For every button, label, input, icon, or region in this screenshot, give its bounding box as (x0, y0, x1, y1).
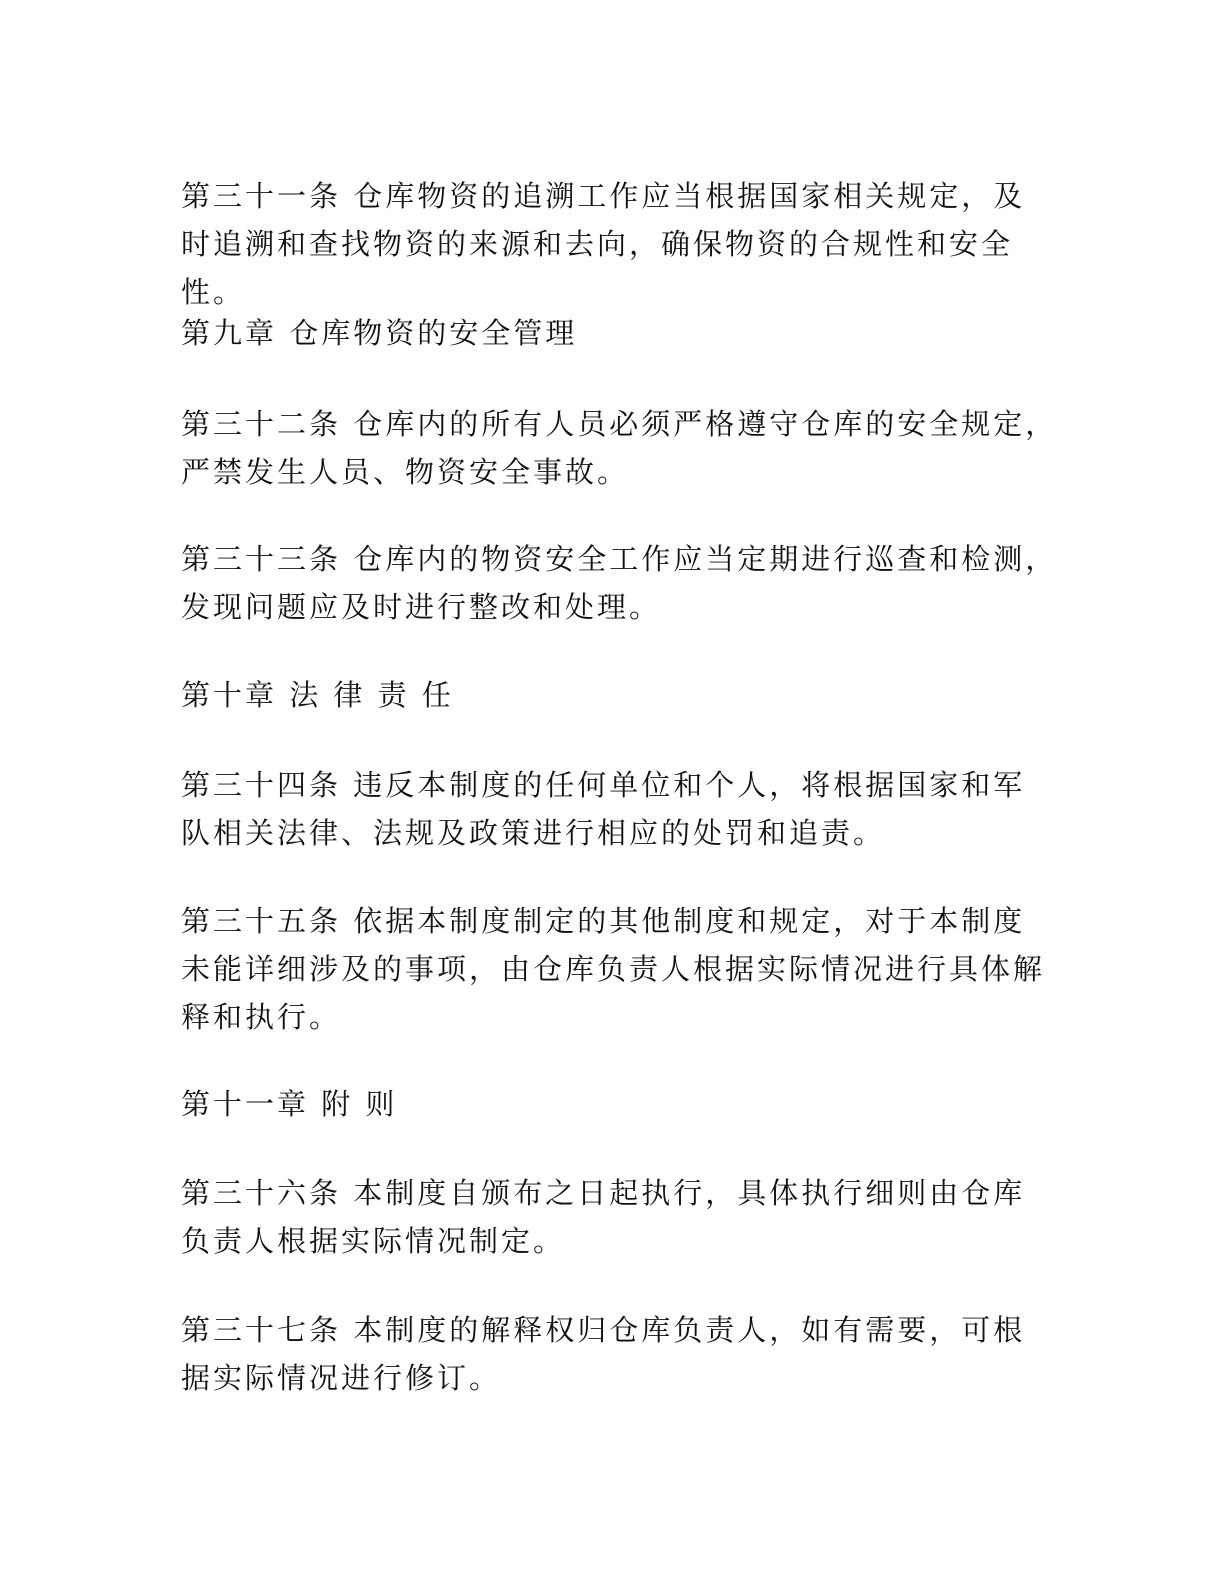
chapter-9-heading: 第九章 仓库物资的安全管理 (181, 316, 578, 350)
article-31: 第三十一条 仓库物资的追溯工作应当根据国家相关规定，及 时追溯和查找物资的来源和去向，确保物资的合规性和安全性。 (181, 179, 1026, 309)
article-34: 第三十四条 违反本制度的任何单位和个人，将根据国家和军 队相关法律、法规及政策进行相应的处罚和追责。 (181, 768, 1026, 850)
article-33: 第三十三条 仓库内的物资安全工作应当定期进行巡查和检测， 发现问题应及时进行整改和处理。 (181, 542, 1058, 624)
article-32: 第三十二条 仓库内的所有人员必须严格遵守仓库的安全规定， 严禁发生人员、物资安全事故。 (181, 407, 1058, 489)
chapter-10-heading: 第十章 法 律 责 任 (181, 678, 454, 712)
article-35: 第三十五条 依据本制度制定的其他制度和规定，对于本制度 未能详细涉及的事项，由仓库负责人根据实际情况进行具体解 释和执行。 (181, 904, 1046, 1034)
article-36: 第三十六条 本制度自颁布之日起执行，具体执行细则由仓库 负责人根据实际情况制定。 (181, 1176, 1026, 1258)
article-37: 第三十七条 本制度的解释权归仓库负责人，如有需要，可根 据实际情况进行修订。 (181, 1313, 1026, 1395)
chapter-11-heading: 第十一章 附 则 (181, 1087, 398, 1121)
